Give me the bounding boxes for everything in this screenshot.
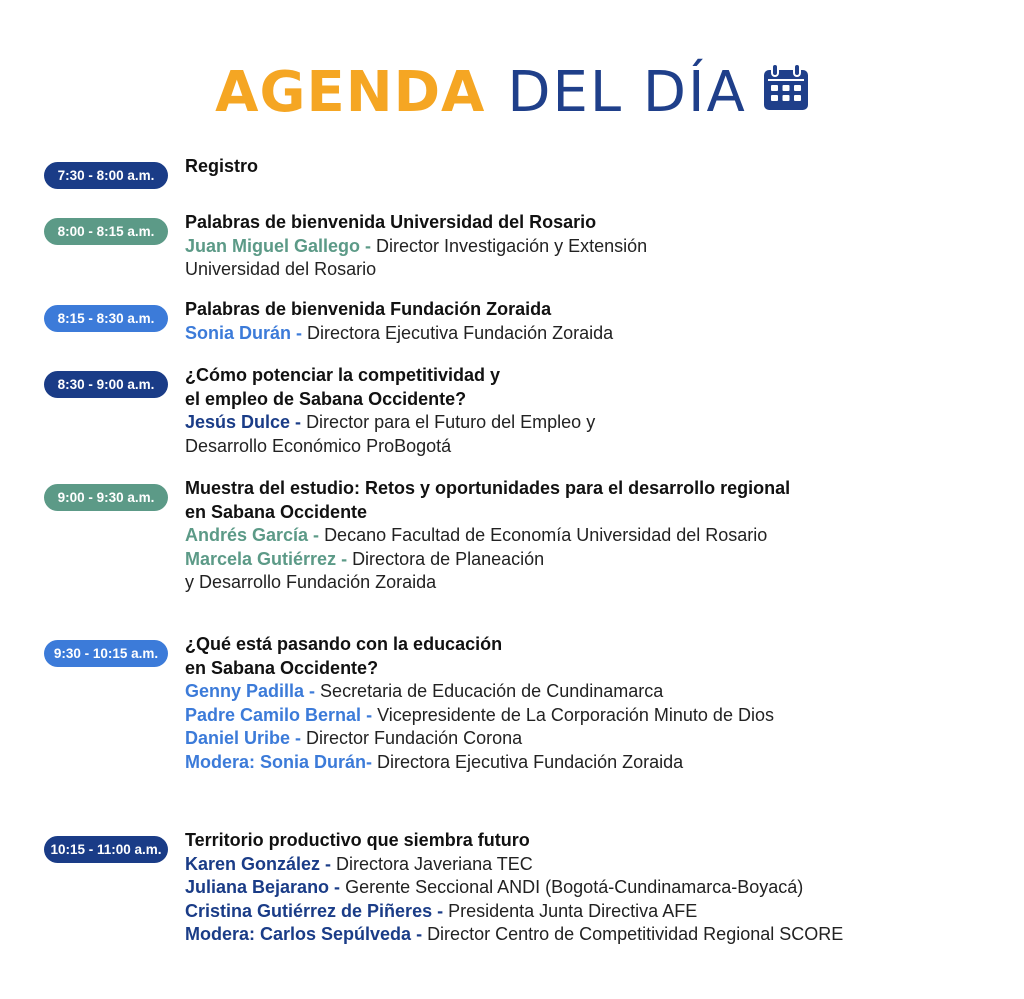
- session-title: en Sabana Occidente: [185, 501, 368, 522]
- speaker-role: Director para el Futuro del Empleo y: [306, 412, 596, 433]
- speaker-line: [185, 235, 1005, 259]
- speaker-role-cont: Desarrollo Económico ProBogotá: [185, 435, 452, 456]
- speaker-line: [185, 322, 1005, 346]
- speaker-line: [185, 923, 1005, 947]
- time-pill: 9:00 - 9:30 a.m.: [44, 484, 168, 511]
- speaker-line: [185, 876, 1005, 900]
- speaker-line: [185, 548, 1005, 572]
- time-pill: 8:30 - 9:00 a.m.: [44, 371, 168, 398]
- time-pill: 7:30 - 8:00 a.m.: [44, 162, 168, 189]
- speaker-name: Padre Camilo Bernal -: [185, 704, 378, 725]
- time-pill: 9:30 - 10:15 a.m.: [44, 640, 168, 667]
- time-pill: 10:15 - 11:00 a.m.: [44, 836, 168, 863]
- session-title: ¿Qué está pasando con la educación: [185, 634, 503, 654]
- speaker-name: Sonia Durán -: [185, 322, 308, 343]
- calendar-icon: [763, 63, 809, 116]
- title-rest: DEL DÍA: [507, 59, 747, 125]
- speaker-name: Modera: Carlos Sepúlveda -: [185, 924, 428, 945]
- agenda-content: [185, 298, 1005, 345]
- speaker-role: Director Fundación Corona: [306, 728, 523, 749]
- time-pill: 8:15 - 8:30 a.m.: [44, 305, 168, 332]
- speaker-line: [185, 900, 1005, 924]
- speaker-name: Cristina Gutiérrez de Piñeres -: [185, 900, 449, 921]
- session-title: en Sabana Occidente?: [185, 657, 379, 678]
- time-pill: 8:00 - 8:15 a.m.: [44, 218, 168, 245]
- speaker-role: Vicepresidente de La Corporación Minuto de Dios: [377, 704, 774, 725]
- session-title: Territorio productivo que siembra futuro: [185, 830, 530, 850]
- agenda-content: [185, 829, 1005, 947]
- speaker-role: Secretaria de Educación de Cundinamarca: [320, 681, 664, 702]
- speaker-name: Modera: Sonia Durán-: [185, 751, 378, 772]
- speaker-name: Andrés García -: [185, 525, 325, 546]
- speaker-role: Director Investigación y Extensión: [376, 235, 648, 256]
- speaker-role: Directora Ejecutiva Fundación Zoraida: [307, 322, 614, 343]
- agenda-content: [185, 364, 1005, 458]
- session-title: Muestra del estudio: Retos y oportunidades para el desarrollo regional: [185, 478, 791, 498]
- title-highlight: AGENDA: [215, 59, 486, 125]
- speaker-role: Directora Javeriana TEC: [336, 853, 533, 874]
- page-header: [0, 52, 1024, 132]
- agenda-content: [185, 155, 1005, 179]
- speaker-name: Genny Padilla -: [185, 681, 321, 702]
- speaker-line: [185, 853, 1005, 877]
- session-title: Registro: [185, 156, 259, 176]
- speaker-name: Daniel Uribe -: [185, 728, 307, 749]
- session-title: Palabras de bienvenida Universidad del Rosario: [185, 212, 597, 232]
- agenda-content: [185, 477, 1005, 595]
- speaker-line: [185, 411, 1005, 435]
- speaker-role: Gerente Seccional ANDI (Bogotá-Cundinamarca-Boyacá): [345, 877, 804, 898]
- speaker-role: Directora Ejecutiva Fundación Zoraida: [377, 751, 684, 772]
- speaker-role-cont: Universidad del Rosario: [185, 259, 377, 280]
- speaker-line: [185, 751, 1005, 775]
- agenda-content: [185, 211, 1005, 282]
- speaker-role: Presidenta Junta Directiva AFE: [448, 900, 698, 921]
- speaker-role: Directora de Planeación: [352, 548, 545, 569]
- agenda-content: [185, 633, 1005, 775]
- speaker-line: [185, 524, 1005, 548]
- speaker-name: Karen González -: [185, 853, 337, 874]
- speaker-line: [185, 680, 1005, 704]
- session-title: ¿Cómo potenciar la competitividad y: [185, 365, 501, 385]
- session-title: el empleo de Sabana Occidente?: [185, 388, 467, 409]
- speaker-role-cont: y Desarrollo Fundación Zoraida: [185, 572, 437, 593]
- speaker-name: Jesús Dulce -: [185, 412, 307, 433]
- speaker-line: [185, 704, 1005, 728]
- speaker-name: Juan Miguel Gallego -: [185, 235, 377, 256]
- speaker-name: Juliana Bejarano -: [185, 877, 346, 898]
- speaker-role: Decano Facultad de Economía Universidad del Rosario: [324, 525, 768, 546]
- speaker-line: [185, 727, 1005, 751]
- speaker-role: Director Centro de Competitividad Regional SCORE: [427, 924, 844, 945]
- speaker-name: Marcela Gutiérrez -: [185, 548, 353, 569]
- session-title: Palabras de bienvenida Fundación Zoraida: [185, 299, 552, 319]
